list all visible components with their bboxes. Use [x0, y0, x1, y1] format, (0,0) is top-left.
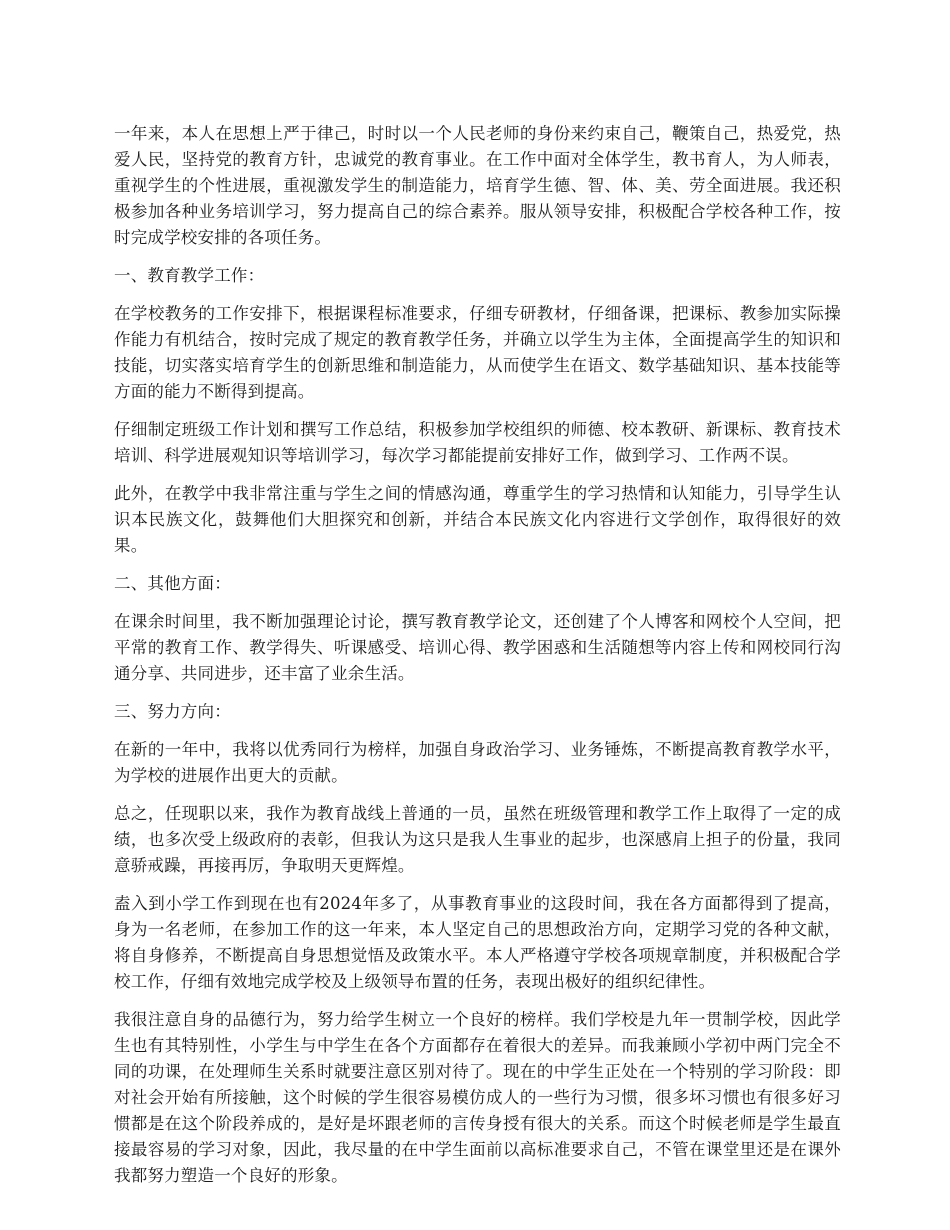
paragraph-other: 在课余时间里，我不断加强理论讨论，撰写教育教学论文，还创建了个人博客和网校个人空间，把平常的教育工作、教学得失、听课感受、培训心得、教学困惑和生活随想等内容上传和网校同行沟通分享、共同进步，还丰富了业余生活。 [114, 612, 841, 683]
document-body [114, 121, 841, 1201]
section-heading-other: 二、其他方面： [114, 574, 231, 593]
paragraph-direction: 在新的一年中，我将以优秀同行为榜样，加强自身政治学习、业务锤炼，不断提高教育教学水平，为学校的进展作出更大的贡献。 [114, 740, 841, 785]
paragraph-experience: 盍入到小学工作到现在也有2024年多了，从事教育事业的这段时间，我在各方面都得到了提高，身为一名老师，在参加工作的这一年来，本人坚定自己的思想政治方向，定期学习党的各种文献，将自身修养，不断提高自身思想觉悟及政策水平。本人严格遵守学校各项规章制度，并积极配合学校工作，仔细有效地完成学校及上级领导布置的任务，表现出极好的组织纪律性。 [114, 894, 841, 991]
section-heading-direction: 三、努力方向： [114, 702, 231, 721]
section-heading-teaching: 一、教育教学工作： [114, 266, 265, 285]
paragraph-teaching-1: 在学校教务的工作安排下，根据课程标准要求，仔细专研教材，仔细备课，把课标、教参加实际操作能力有机结合，按时完成了规定的教育教学任务，并确立以学生为主体，全面提高学生的知识和技能，切实落实培育学生的创新思维和制造能力，从而使学生在语文、数学基础知识、基本技能等方面的能力不断得到提高。 [114, 304, 841, 401]
paragraph-teaching-2: 仔细制定班级工作计划和撰写工作总结，积极参加学校组织的师德、校本教研、新课标、教育技术培训、科学进展观知识等培训学习，每次学习都能提前安排好工作，做到学习、工作两不误。 [114, 420, 841, 465]
paragraph-summary: 总之，任现职以来，我作为教育战线上普通的一员，虽然在班级管理和教学工作上取得了一定的成绩，也多次受上级政府的表彰，但我认为这只是我人生事业的起步，也深感肩上担子的份量，我同意骄戒躁，再接再厉，争取明天更辉煌。 [114, 804, 841, 875]
paragraph-teaching-3: 此外，在教学中我非常注重与学生之间的情感沟通，尊重学生的学习热情和认知能力，引导学生认识本民族文化，鼓舞他们大胆探究和创新，并结合本民族文化内容进行文学创作，取得很好的效果。 [114, 484, 841, 555]
paragraph-conduct: 我很注意自身的品德行为，努力给学生树立一个良好的榜样。我们学校是九年一贯制学校，因此学生也有其特别性，小学生与中学生在各个方面都存在着很大的差异。而我兼顾小学初中两门完全不同的功课，在处理师生关系时就要注意区别对待了。现在的中学生正处在一个特别的学习阶段：即对社会开始有所接触，这个时候的学生很容易模仿成人的一些行为习惯，很多坏习惯也有很多好习惯都是在这个阶段养成的，是好是坏跟老师的言传身授有很大的关系。而这个时候老师是学生最直接最容易的学习对象，因此，我尽量的在中学生面前以高标准要求自己，不管在课堂里还是在课外我都努力塑造一个良好的形象。 [114, 1010, 841, 1185]
paragraph-intro: 一年来，本人在思想上严于律己，时时以一个人民老师的身份来约束自己，鞭策自己，热爱党，热爱人民，坚持党的教育方针，忠诚党的教育事业。在工作中面对全体学生，教书育人，为人师表，重视学生的个性进展，重视激发学生的制造能力，培育学生德、智、体、美、劳全面进展。我还积极参加各种业务培训学习，努力提高自己的综合素养。服从领导安排，积极配合学校各种工作，按时完成学校安排的各项任务。 [114, 124, 841, 247]
